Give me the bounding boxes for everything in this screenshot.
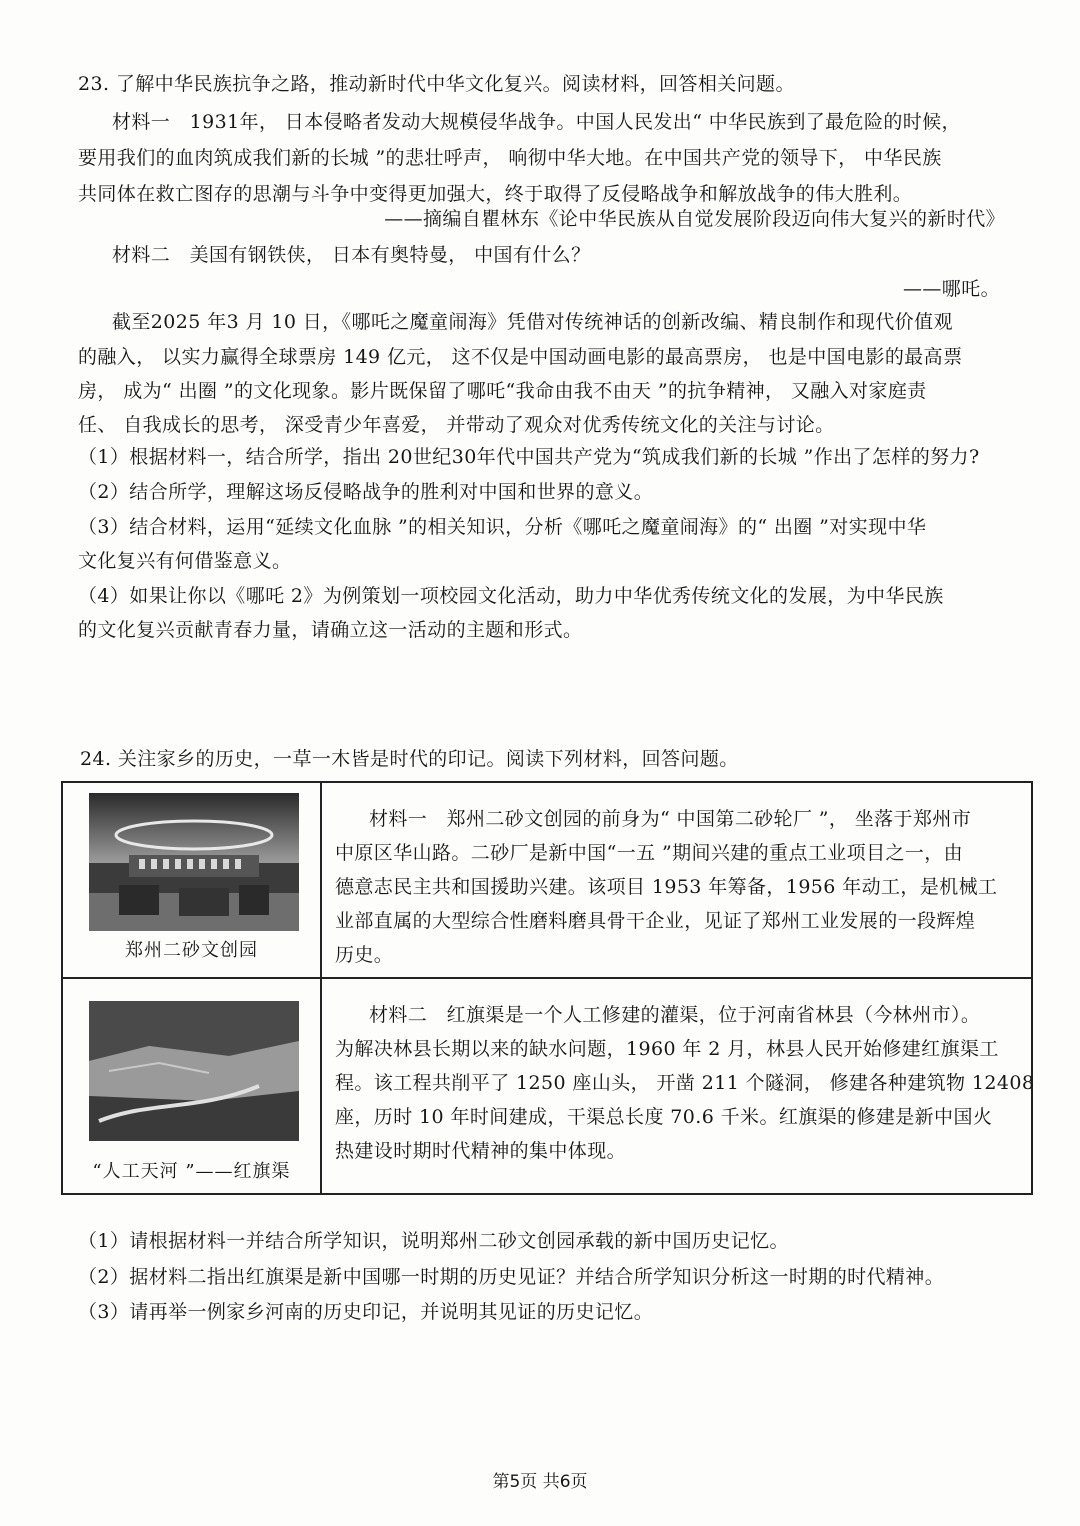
erosha-park-photo [89, 793, 299, 931]
q23-material2-line: 任、 自我成长的思考， 深受青少年喜爱， 并带动了观众对优秀传统文化的关注与讨论。 [78, 414, 835, 436]
material1-line: 历史。 [335, 944, 394, 966]
page-footer: 第5页 共6页 [492, 1472, 588, 1492]
column-divider [320, 783, 322, 977]
material1-line: 材料一 郑州二砂文创园的前身为“ 中国第二砂轮厂 ”， 坐落于郑州市 [369, 808, 972, 830]
photo-caption-erosha: 郑州二砂文创园 [125, 940, 258, 961]
q23-material2-line: 房， 成为“ 出圈 ”的文化现象。影片既保留了哪吒“我命由我不由天 ”的抗争精神， 又融入对家庭责 [78, 380, 927, 402]
q23-question-4-cont: 的文化复兴贡献青春力量，请确立这一活动的主题和形式。 [78, 619, 583, 641]
q23-question-4: （4）如果让你以《哪吒 2》为例策划一项校园文化活动，助力中华优秀传统文化的发展，为中华民族 [78, 585, 944, 607]
q24-question-3: （3）请再举一例家乡河南的历史印记，并说明其见证的历史记忆。 [78, 1301, 654, 1323]
material2-line: 座，历时 10 年时间建成，干渠总长度 70.6 千米。红旗渠的修建是新中国火 [335, 1106, 993, 1128]
materials-table [61, 781, 1033, 1195]
q23-material2-source: ——哪吒。 [902, 278, 1000, 300]
q23-question-1: （1）根据材料一，结合所学，指出 20世纪30年代中国共产党为“筑成我们新的长城 ”作出了怎样的努力? [78, 446, 980, 468]
q23-material2-line: 的融入， 以实力赢得全球票房 149 亿元， 这不仅是中国动画电影的最高票房， 也是中国电影的最高票 [78, 346, 963, 368]
q23-question-3: （3）结合材料，运用“延续文化血脉 ”的相关知识，分析《哪吒之魔童闹海》的“ 出圈 ”对实现中华 [78, 516, 927, 538]
material1-line: 中原区华山路。二砂厂是新中国“一五 ”期间兴建的重点工业项目之一，由 [335, 842, 964, 864]
q23-material1-source: ——摘编自瞿林东《论中华民族从自觉发展阶段迈向伟大复兴的新时代》 [384, 208, 1005, 230]
photo-caption-canal: “人工天河 ”——红旗渠 [92, 1161, 291, 1182]
q24-question-1: （1）请根据材料一并结合所学知识，说明郑州二砂文创园承载的新中国历史记忆。 [78, 1230, 789, 1252]
q23-question-3-cont: 文化复兴有何借鉴意义。 [78, 550, 292, 572]
column-divider [320, 979, 322, 1195]
q23-material2-quote: 材料二 美国有钢铁侠， 日本有奥特曼， 中国有什么？ [112, 244, 591, 266]
q23-material1-line: 要用我们的血肉筑成我们新的长城 ”的悲壮呼声， 响彻中华大地。在中国共产党的领导下， 中华民族 [78, 147, 942, 169]
material1-line: 业部直属的大型综合性磨料磨具骨干企业，见证了郑州工业发展的一段辉煌 [335, 910, 976, 932]
q23-material1-line: 材料一 1931年， 日本侵略者发动大规模侵华战争。中国人民发出“ 中华民族到了最危险的时候， [112, 111, 961, 133]
material2-line: 程。该工程共削平了 1250 座山头， 开凿 211 个隧洞， 修建各种建筑物 12408 [335, 1072, 1035, 1094]
table-row [63, 783, 1031, 979]
q23-material2-line: 截至2025 年3 月 10 日，《哪吒之魔童闹海》凭借对传统神话的创新改编、精良制作和现代价值观 [112, 311, 953, 333]
q23-title: 23. 了解中华民族抗争之路，推动新时代中华文化复兴。阅读材料，回答相关问题。 [78, 73, 795, 95]
material2-line: 材料二 红旗渠是一个人工修建的灌渠，位于河南省林县（今林州市）。 [369, 1004, 981, 1026]
red-flag-canal-photo [89, 1001, 299, 1141]
material1-line: 德意志民主共和国援助兴建。该项目 1953 年筹备，1956 年动工，是机械工 [335, 876, 998, 898]
material2-line: 为解决林县长期以来的缺水问题，1960 年 2 月，林县人民开始修建红旗渠工 [335, 1038, 999, 1060]
q23-material1-line: 共同体在救亡图存的思潮与斗争中变得更加强大，终于取得了反侵略战争和解放战争的伟大胜利。 [78, 183, 913, 205]
q24-question-2: （2）据材料二指出红旗渠是新中国哪一时期的历史见证？并结合所学知识分析这一时期的时代精神。 [78, 1266, 945, 1288]
material2-line: 热建设时期时代精神的集中体现。 [335, 1140, 627, 1162]
q23-question-2: （2）结合所学，理解这场反侵略战争的胜利对中国和世界的意义。 [78, 481, 654, 503]
q24-title: 24. 关注家乡的历史，一草一木皆是时代的印记。阅读下列材料，回答问题。 [80, 748, 739, 770]
table-row [63, 979, 1035, 1195]
